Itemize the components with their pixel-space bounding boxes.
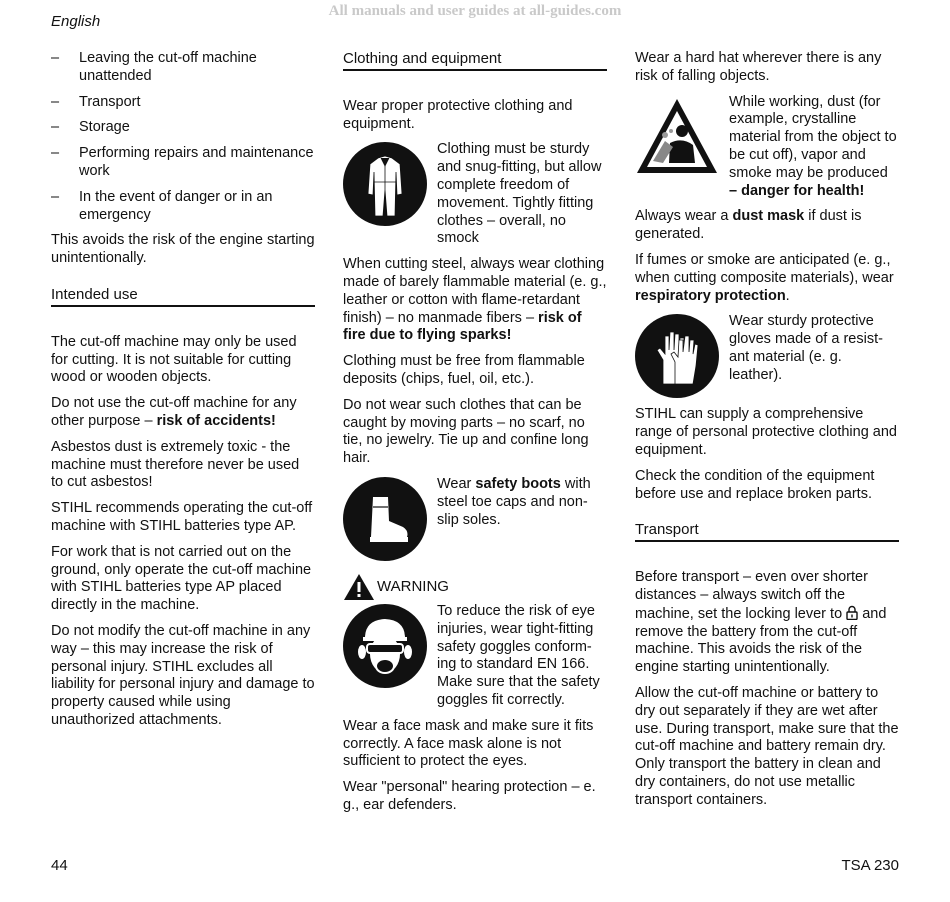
goggles-text: To reduce the risk of eye injuries, wear tight-fitting safety goggles conform-ing to standard EN 166. Make sure that the safety goggles fit correctly. [437, 602, 600, 708]
list-item: – Performing repairs and maintenance work [51, 145, 314, 179]
goggles-block [343, 603, 607, 710]
paragraph-free-deposits: Clothing must be free from flammable deposits (chips, fuel, oil, etc.). [343, 353, 585, 387]
list-item: – In the event of danger or in an emergency [51, 188, 273, 223]
boots-block [343, 476, 607, 561]
dust-hazard-icon [635, 95, 719, 179]
warning-label: WARNING [377, 578, 449, 596]
paragraph-caught-moving-parts: Do not wear such clothes that can be caught by moving parts – no scarf, no tie, no jewelry. Tie up and confine long hair. [343, 396, 589, 467]
list-item: – Storage [51, 119, 130, 136]
paragraph-dust-mask: Always wear a dust mask if dust is generated. [635, 208, 862, 243]
language-label: English [51, 13, 101, 30]
column-1 [51, 50, 315, 738]
safety-boots-icon [343, 477, 427, 561]
paragraph-face-mask: Wear a face mask and make sure it fits correctly. A face mask alone is not sufficient to protect the eyes. [343, 717, 594, 770]
column-3 [635, 50, 899, 818]
list-item: – Leaving the cut-off machine unattended [51, 50, 257, 84]
paragraph-allow-dry: Allow the cut-off machine or battery to dry out separately if they are wet after use. During transport, make sure that the cut-off machine and battery remain dry. Only transport the battery in clean and dry containers, do not use metallic transport containers. [635, 684, 899, 808]
warning-header [343, 573, 607, 601]
heading-intended-use: Intended use [51, 286, 315, 307]
paragraph-stihl-supply: STIHL can supply a comprehensive range of personal protective clothing and equipment. [635, 406, 897, 458]
gloves-text: Wear sturdy protective gloves made of a resist-ant material (e. g. leather). [729, 313, 883, 383]
model-name: TSA 230 [841, 857, 899, 874]
paragraph-fumes: If fumes or smoke are anticipated (e. g., when cutting composite materials), wear respiratory protection. [635, 251, 894, 304]
paragraph-hard-hat: Wear a hard hat wherever there is any risk of falling objects. [635, 50, 882, 84]
paragraph-avoid-risk: This avoids the risk of the engine starting unintentionally. [51, 232, 315, 267]
paragraph-check-condition: Check the condition of the equipment before use and replace broken parts. [635, 467, 875, 502]
paragraph-work-not-on-ground: For work that is not carried out on the ground, only operate the cut-off machine with STIHL batteries type AP placed directly in the machine. [51, 543, 312, 614]
protective-gloves-icon [635, 314, 719, 398]
paragraph-recommends-batteries: STIHL recommends operating the cut-off machine with STIHL batteries type AP. [51, 500, 313, 534]
watermark: All manuals and user guides at all-guides.com [328, 3, 622, 19]
warning-triangle-icon [343, 573, 375, 601]
face-protection-icon [343, 604, 427, 688]
paragraph-only-cutting: The cut-off machine may only be used for cutting. It is not suitable for cutting wood or wooden objects. [51, 333, 297, 386]
paragraph-wear-proper: Wear proper protective clothing and equipment. [343, 97, 573, 132]
page-number: 44 [51, 857, 68, 874]
clothing-text: Clothing must be sturdy and snug-fitting, but allow complete freedom of movement. Tightly fitting clothes – overall, no smock [437, 141, 602, 247]
heading-clothing-equipment: Clothing and equipment [343, 50, 607, 71]
paragraph-asbestos: Asbestos dust is extremely toxic - the machine must therefore never be used to cut asbestos! [51, 438, 300, 491]
boots-text: Wear safety boots with steel toe caps and non-slip soles. [437, 475, 591, 528]
protective-clothing-icon [343, 142, 427, 226]
paragraph-other-purpose: Do not use the cut-off machine for any other purpose – risk of accidents! [51, 395, 297, 429]
gloves-block [635, 313, 899, 398]
dust-text: While working, dust (for example, crystalline material from the object to be cut off), vapor and smoke may be produced – danger for health! [729, 93, 897, 199]
paragraph-hearing-protection: Wear "personal" hearing protection – e. g., ear defenders. [343, 779, 596, 813]
paragraph-do-not-modify: Do not modify the cut-off machine in any way – this may increase the risk of personal injury. STIHL excludes all liability for personal injury and damage to property caused while using unauthorized attachments. [51, 622, 315, 728]
column-2 [343, 50, 607, 823]
paragraph-cutting-steel: When cutting steel, always wear clothing made of barely flammable material (e. g., leather or cotton with flame-retardant finish) – no manmade fibers – risk of fire due to flying sparks! [343, 256, 607, 344]
list-item: – Transport [51, 93, 141, 110]
paragraph-before-transport: Before transport – even over shorter distances – always switch off the machine, set the locking lever to and remove the battery from the cut-off machine. This avoids the risk of the engine starting unintentionally. [635, 569, 887, 676]
clothing-block [343, 141, 607, 248]
heading-transport: Transport [635, 521, 899, 542]
dust-block [635, 94, 899, 201]
lock-icon [846, 605, 858, 620]
